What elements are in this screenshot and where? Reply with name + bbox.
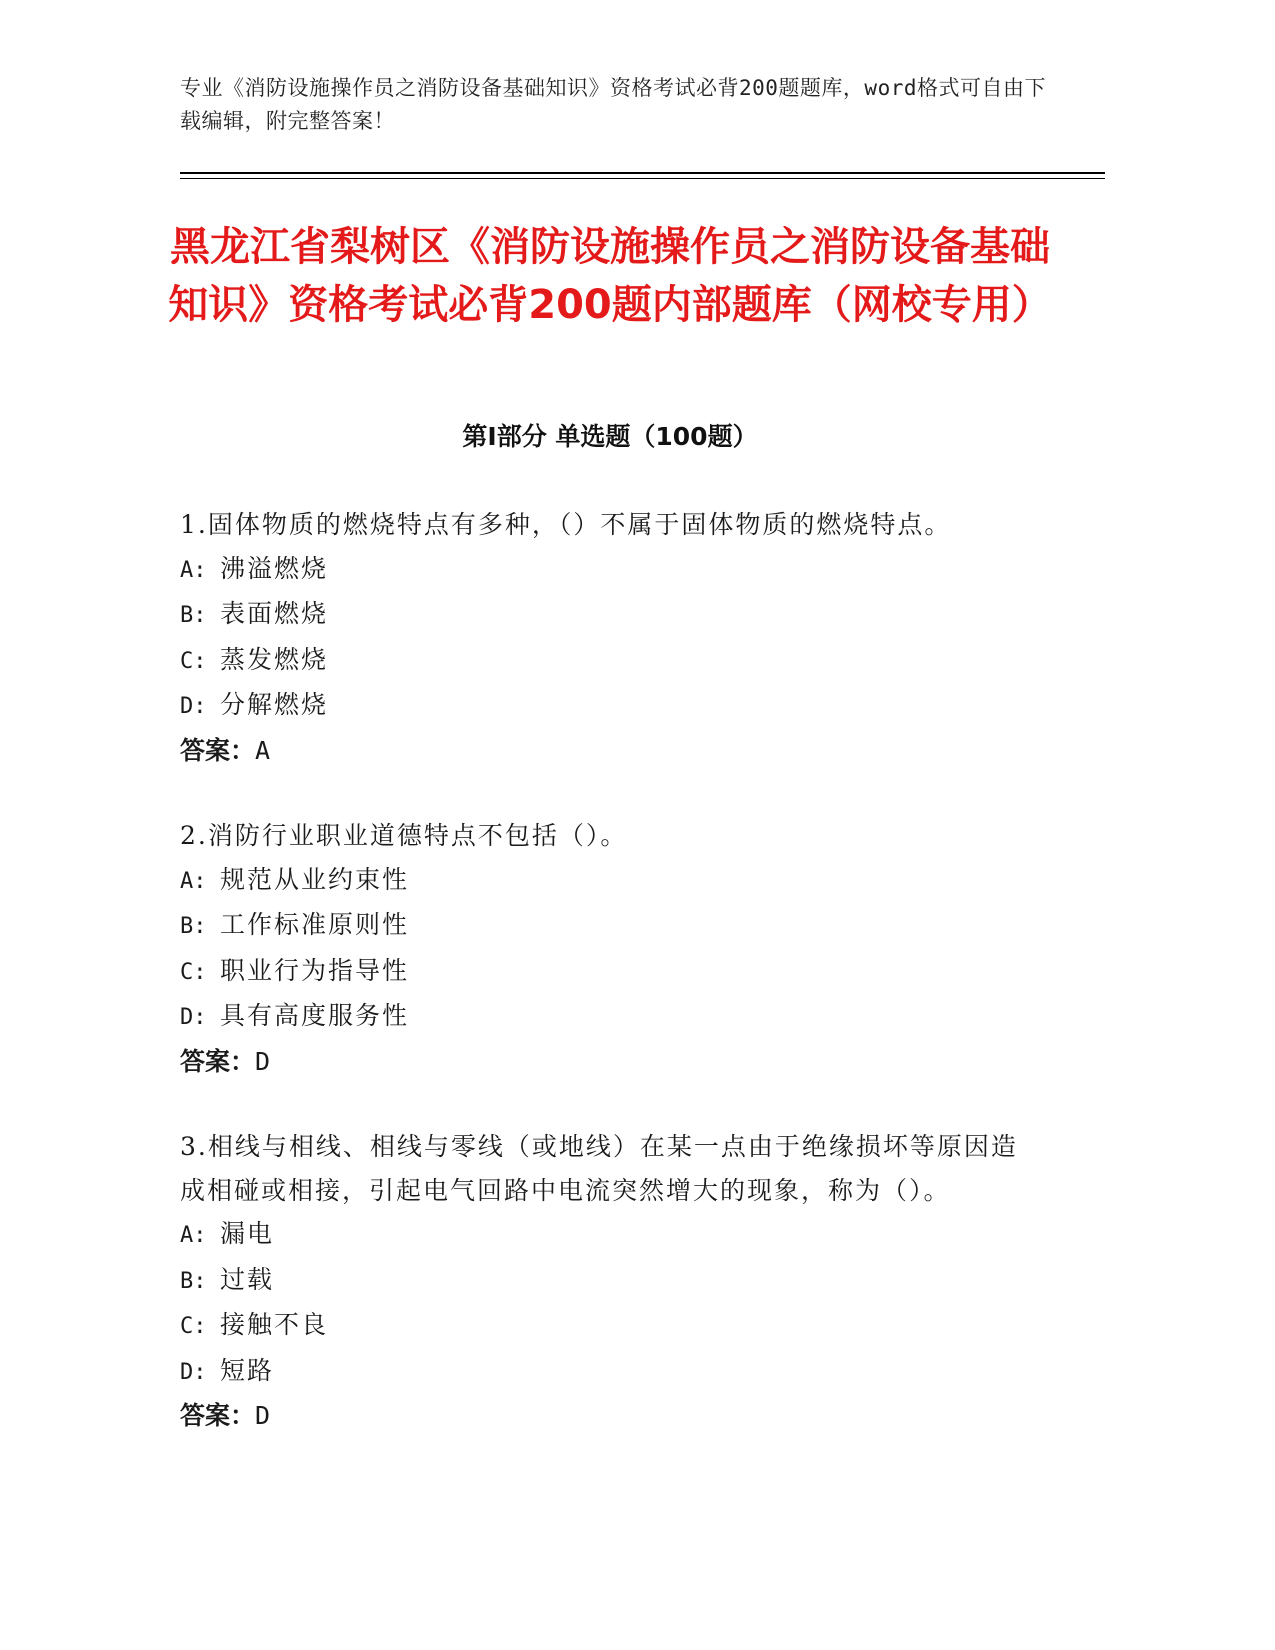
option-letter: B: [180, 1268, 207, 1294]
option-text: 具有高度服务性 [220, 1001, 410, 1030]
option-text: 漏电 [220, 1219, 275, 1248]
option-c [180, 949, 1030, 995]
header-note: 专业《消防设施操作员之消防设备基础知识》资格考试必背200题题库，word格式可自由下载编辑，附完整答案！ [180, 76, 1046, 133]
question-list [180, 503, 1030, 1480]
option-letter: D: [180, 694, 207, 719]
option-letter: C: [180, 1314, 207, 1339]
option-text: 过载 [220, 1264, 275, 1294]
option-text: 沸溢燃烧 [220, 553, 329, 583]
option-d [180, 683, 1030, 729]
answer-label: 答案： [180, 735, 256, 765]
answer-line [180, 729, 1030, 773]
option-b [180, 1258, 1030, 1304]
option-letter: D: [180, 1359, 207, 1385]
question-stem: 1.固体物质的燃烧特点有多种，（）不属于固体物质的燃烧特点。 [180, 510, 952, 539]
option-c [180, 638, 1030, 684]
option-text: 职业行为指导性 [220, 955, 410, 985]
option-letter: D: [180, 1005, 207, 1030]
option-text: 蒸发燃烧 [220, 644, 329, 674]
answer-line [180, 1040, 1030, 1084]
question-1 [180, 503, 1030, 772]
question-2 [180, 814, 1030, 1083]
answer-label: 答案： [180, 1401, 256, 1430]
option-text: 工作标准原则性 [220, 910, 410, 939]
question-3 [180, 1125, 1030, 1438]
question-stem: 3.相线与相线、相线与零线（或地线）在某一点由于绝缘损坏等原因造成相碰或相接，引起电气回路中电流突然增大的现象，称为（）。 [180, 1132, 1018, 1205]
option-a [180, 858, 1030, 904]
option-a [180, 547, 1030, 593]
option-text: 短路 [220, 1355, 275, 1385]
header-divider-thin [180, 178, 1105, 179]
answer-line [180, 1394, 1030, 1438]
option-letter: A: [180, 1223, 207, 1248]
option-c [180, 1303, 1030, 1349]
answer-value: D [255, 1046, 271, 1076]
header-divider-thick [180, 172, 1105, 174]
answer-value: D [255, 1401, 271, 1430]
option-text: 接触不良 [220, 1310, 329, 1339]
option-d [180, 994, 1030, 1040]
option-text: 规范从业约束性 [220, 864, 410, 894]
option-letter: B: [180, 603, 207, 628]
answer-label: 答案： [180, 1046, 256, 1076]
section-heading: 第Ⅰ部分 单选题（100题） [462, 422, 758, 451]
option-letter: A: [180, 557, 207, 583]
question-stem: 2.消防行业职业道德特点不包括（）。 [180, 821, 628, 850]
option-letter: B: [180, 914, 207, 939]
option-text: 分解燃烧 [220, 690, 329, 719]
option-letter: A: [180, 868, 207, 894]
option-b [180, 592, 1030, 638]
option-letter: C: [180, 648, 207, 674]
option-letter: C: [180, 959, 207, 985]
option-a [180, 1212, 1030, 1258]
document-title: 黑龙江省梨树区《消防设施操作员之消防设备基础知识》资格考试必背200题内部题库（网校专用） [168, 224, 1052, 328]
answer-value: A [255, 735, 271, 765]
option-d [180, 1349, 1030, 1395]
option-b [180, 903, 1030, 949]
option-text: 表面燃烧 [220, 599, 329, 628]
